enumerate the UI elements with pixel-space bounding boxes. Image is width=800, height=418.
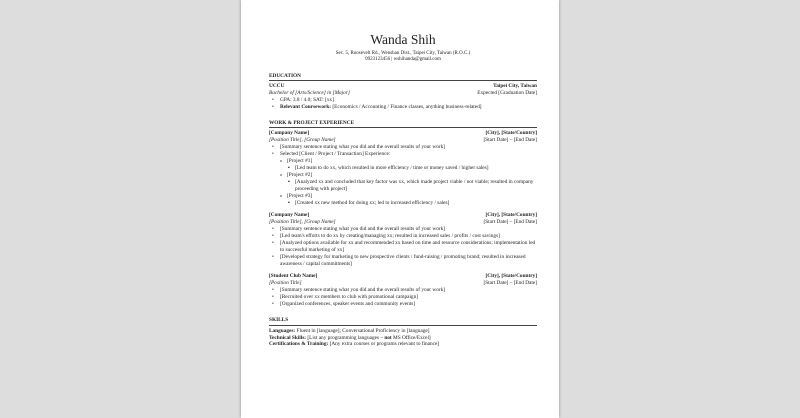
technical-text-post: MS Office/Excel] bbox=[391, 334, 431, 341]
club-name: [Student Club Name] bbox=[269, 273, 318, 280]
job-bullet: • [Organized conferences, speaker events and community events] bbox=[269, 301, 537, 308]
technical-text-pre: [List any programming languages – bbox=[306, 334, 385, 341]
coursework-text: [Economics / Accounting / Finance classes, anything business-related] bbox=[331, 103, 482, 110]
project-detail: ▪ [Analyzed xx and concluded that key factor was xx, which made project viable / not viable; resulted in company proceeding with project] bbox=[269, 179, 537, 193]
job-bullet: • [Led team's efforts to do xx by creating/managing xx; resulted in increased sales / profits / cost savings] bbox=[269, 233, 537, 240]
club-location: [City], [State/Country] bbox=[485, 273, 537, 280]
company-location: [City], [State/Country] bbox=[485, 130, 537, 137]
project-detail: ▪ [Created xx new method for doing xx; led to increased efficiency / sales] bbox=[269, 200, 537, 207]
job-bullet: • [Summary sentence stating what you did and the overall results of your work] bbox=[269, 144, 537, 151]
certifications-text: [Any extra courses or programs relevant to finance] bbox=[328, 341, 440, 348]
education-heading: EDUCATION bbox=[269, 73, 537, 81]
education-degree-row bbox=[269, 90, 537, 97]
technical-label: Technical Skills: bbox=[269, 334, 307, 341]
job-bullets bbox=[269, 144, 537, 207]
skill-languages bbox=[269, 328, 537, 335]
company-location: [City], [State/Country] bbox=[485, 212, 537, 219]
job-entry bbox=[269, 130, 537, 207]
skill-certifications bbox=[269, 341, 537, 348]
job-dates: [Start Date] – [End Date] bbox=[483, 137, 537, 144]
experience-section bbox=[269, 120, 537, 308]
resume-address: Sec. 5, Roosevelt Rd., Wenshan Dist., Taipei City, Taiwan (R.O.C.) bbox=[335, 50, 471, 56]
skills-section bbox=[269, 317, 537, 348]
job-bullet: • [Analyzed options available for xx and recommended xx based on time and resource considerations; implementation led to successful marketing of xx] bbox=[269, 240, 537, 254]
job-bullet: • [Summary sentence stating what you did and the overall results of your work] bbox=[269, 287, 537, 294]
job-bullet: • Selected [Client / Project / Transaction] Experience: bbox=[269, 151, 537, 158]
job-header bbox=[269, 273, 537, 280]
education-list bbox=[269, 97, 537, 111]
resume-page bbox=[241, 0, 559, 418]
position-title: [Position Title] bbox=[269, 280, 302, 287]
project-item: o [Project #3] bbox=[269, 193, 537, 200]
project-item: o [Project #1] bbox=[269, 158, 537, 165]
project-detail: ▪ [Led team to do xx, which resulted in more efficiency / time or money saved / higher sales] bbox=[269, 165, 537, 172]
job-bullets bbox=[269, 287, 537, 308]
resume-name: Wanda Shih bbox=[370, 32, 436, 47]
gpa: • GPA: 3.8 / 4.0; SAT: [xx] bbox=[269, 97, 537, 104]
degree: Bachelor of [Arts/Science] in [Major] bbox=[269, 89, 350, 96]
company-name: [Company Name] bbox=[269, 212, 310, 219]
education-school-row bbox=[269, 83, 537, 90]
school-name: UCCU bbox=[269, 82, 285, 89]
job-entry bbox=[269, 212, 537, 268]
technical-text-not: not bbox=[384, 334, 392, 341]
job-bullets bbox=[269, 226, 537, 268]
coursework bbox=[269, 104, 537, 111]
job-bullet: • [Developed strategy for marketing to new prospective clients / fund-raising / promoting brand; resulted in increased awareness / capital commitments] bbox=[269, 254, 537, 268]
job-dates: [Start Date] – [End Date] bbox=[483, 219, 537, 226]
project-item: o [Project #2] bbox=[269, 172, 537, 179]
skills-heading: SKILLS bbox=[269, 317, 537, 325]
coursework-label: Relevant Coursework: bbox=[280, 103, 332, 110]
languages-label: Languages: bbox=[269, 327, 296, 334]
job-entry bbox=[269, 273, 537, 308]
languages-text: Fluent in [language]; Conversational Proficiency in [language] bbox=[295, 327, 430, 334]
position-title: [Position Title], [Group Name] bbox=[269, 137, 336, 144]
school-location: Taipei City, Taiwan bbox=[493, 82, 537, 89]
job-bullet: • [Summary sentence stating what you did and the overall results of your work] bbox=[269, 226, 537, 233]
resume-contact: 0923123456 | wshihanda@gmail.com bbox=[365, 57, 441, 62]
experience-heading: WORK & PROJECT EXPERIENCE bbox=[269, 120, 537, 128]
certifications-label: Certifications & Training: bbox=[269, 341, 329, 348]
job-header bbox=[269, 212, 537, 219]
graduation-date: Expected [Graduation Date] bbox=[477, 89, 537, 96]
position-title: [Position Title], [Group Name] bbox=[269, 219, 336, 226]
job-header bbox=[269, 130, 537, 137]
job-bullet: • [Recruited over xx members to club with promotional campaign] bbox=[269, 294, 537, 301]
company-name: [Company Name] bbox=[269, 130, 310, 137]
education-section bbox=[269, 73, 537, 111]
job-dates: [Start Date] – [End Date] bbox=[483, 280, 537, 287]
